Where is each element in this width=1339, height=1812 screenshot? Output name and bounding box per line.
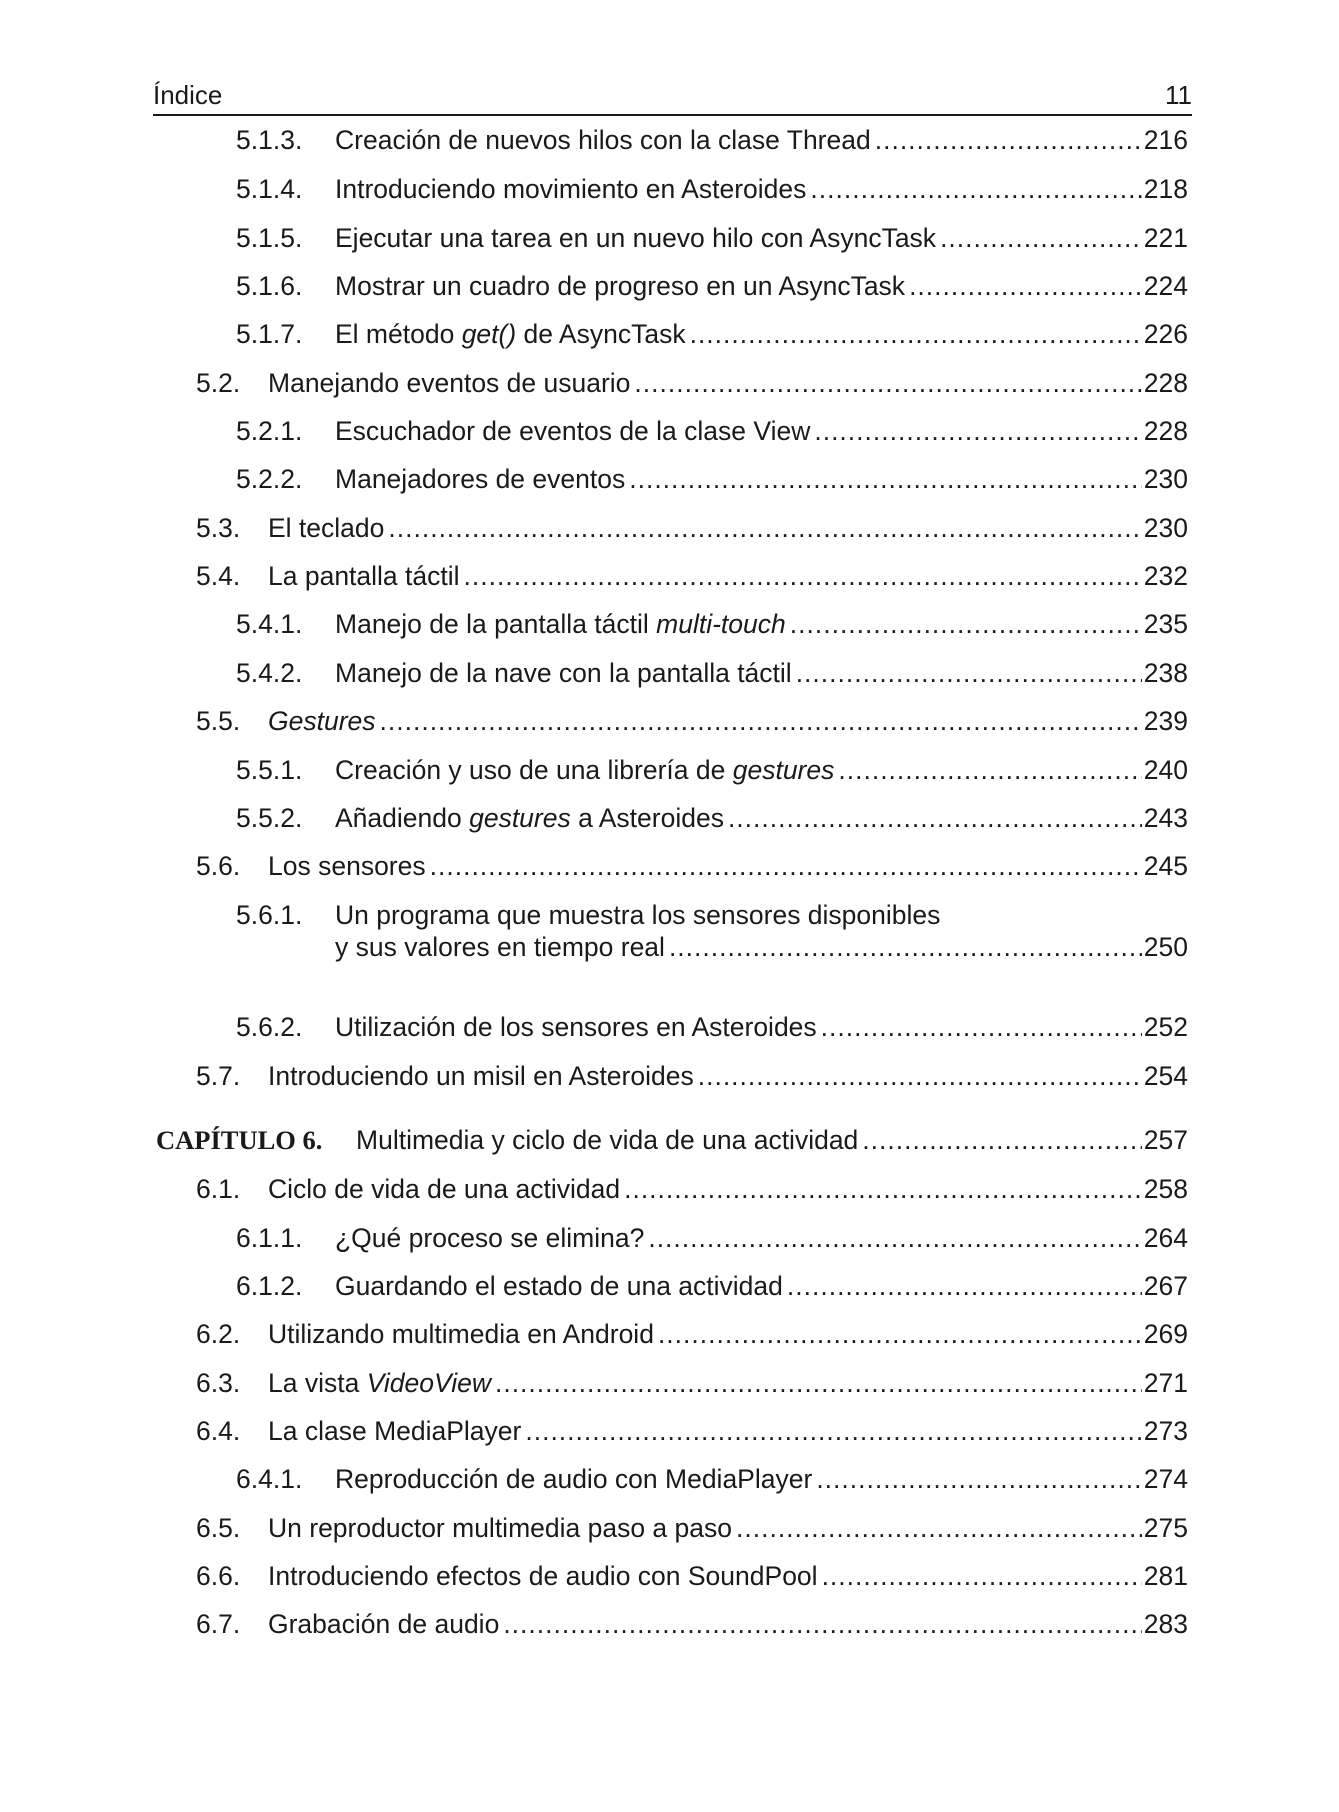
section-title: [335, 270, 905, 302]
section-title: [268, 1060, 694, 1092]
page-reference: 218: [1143, 174, 1188, 204]
dot-leader: [821, 1011, 1142, 1043]
page-reference: 230: [1143, 464, 1188, 494]
page-header: [153, 78, 1192, 116]
section-number: 6.3.: [196, 1368, 241, 1398]
dot-leader: [690, 318, 1142, 350]
page-reference: 257: [1143, 1125, 1188, 1155]
page-reference: 252: [1143, 1012, 1188, 1042]
dot-leader: [629, 463, 1142, 495]
section-number: 6.6.: [196, 1561, 241, 1591]
section-number: 5.2.1.: [236, 416, 303, 446]
dot-leader: [503, 1608, 1141, 1640]
section-title: [335, 608, 786, 640]
section-title: [335, 173, 806, 205]
page-reference: 283: [1143, 1609, 1188, 1639]
section-number: 5.1.5.: [236, 223, 303, 253]
section-number: 5.5.1.: [236, 755, 303, 785]
dot-leader: [624, 1173, 1142, 1205]
page-reference: 271: [1143, 1368, 1188, 1398]
dot-leader: [495, 1367, 1142, 1399]
section-number: 5.4.2.: [236, 658, 303, 688]
section-title-part: Ejecutar una tarea en un nuevo hilo con AsyncTask: [335, 223, 937, 253]
section-title: [268, 1367, 491, 1399]
section-number: 5.1.7.: [236, 319, 303, 349]
section-title-part: Introduciendo efectos de audio con SoundPool: [268, 1561, 818, 1591]
section-title: [335, 318, 686, 350]
section-number: 5.5.: [196, 706, 241, 736]
section-number: 6.7.: [196, 1609, 241, 1639]
dot-leader: [816, 1463, 1141, 1495]
dot-leader: [525, 1415, 1141, 1447]
dot-leader: [862, 1124, 1141, 1156]
section-title-part: Multimedia y ciclo de vida de una actividad: [356, 1125, 859, 1155]
page-reference: 232: [1143, 561, 1188, 591]
section-title: [268, 1512, 732, 1544]
section-title: [268, 705, 376, 737]
section-title: [335, 222, 936, 254]
dot-leader: [822, 1560, 1142, 1592]
section-number: 5.5.2.: [236, 803, 303, 833]
section-title-part: Introduciendo un misil en Asteroides: [268, 1061, 694, 1091]
dot-leader: [380, 705, 1142, 737]
section-title: [268, 512, 384, 544]
section-title-part: Los sensores: [268, 851, 426, 881]
page-reference: 250: [1143, 932, 1188, 962]
section-title-italic: gestures: [732, 755, 835, 785]
page-reference: 267: [1143, 1271, 1188, 1301]
section-number: 6.1.: [196, 1174, 241, 1204]
dot-leader: [728, 802, 1142, 834]
section-number: 5.1.6.: [236, 271, 303, 301]
section-title: [335, 657, 792, 689]
section-title: [335, 1270, 783, 1302]
dot-leader: [698, 1060, 1142, 1092]
page-reference: 243: [1143, 803, 1188, 833]
page-reference: 258: [1143, 1174, 1188, 1204]
section-number: 5.6.: [196, 851, 241, 881]
section-title: [268, 1608, 499, 1640]
section-title-first-line: Un programa que muestra los sensores disponibles: [335, 900, 941, 930]
section-title-part: a Asteroides: [570, 803, 724, 833]
section-title: [356, 1124, 858, 1156]
section-title-part: Ciclo de vida de una actividad: [268, 1174, 621, 1204]
page-reference: 240: [1143, 755, 1188, 785]
section-title: [335, 124, 871, 156]
section-title: [335, 754, 834, 786]
section-number: 6.5.: [196, 1513, 241, 1543]
section-title-part: Introduciendo movimiento en Asteroides: [335, 174, 807, 204]
section-title: [335, 1222, 644, 1254]
page-reference: 224: [1143, 271, 1188, 301]
section-number: 5.4.: [196, 561, 241, 591]
dot-leader: [648, 1222, 1141, 1254]
page-reference: 273: [1143, 1416, 1188, 1446]
dot-leader: [634, 367, 1141, 399]
page-reference: 274: [1143, 1464, 1188, 1494]
page-reference: 281: [1143, 1561, 1188, 1591]
page-reference: 264: [1143, 1223, 1188, 1253]
section-number: 6.1.1.: [236, 1223, 303, 1253]
section-title-part: La vista: [268, 1368, 367, 1398]
section-title-part: Grabación de audio: [268, 1609, 500, 1639]
section-title-part: de AsyncTask: [516, 319, 686, 349]
dot-leader: [736, 1512, 1142, 1544]
section-number: 5.1.4.: [236, 174, 303, 204]
section-title-part: Creación y uso de una librería de: [335, 755, 733, 785]
section-title-part: Manejando eventos de usuario: [268, 368, 631, 398]
page-reference: 239: [1143, 706, 1188, 736]
page-reference: 228: [1143, 416, 1188, 446]
section-title-part: Manejadores de eventos: [335, 464, 626, 494]
dot-leader: [796, 657, 1142, 689]
section-title-part: Añadiendo: [335, 803, 470, 833]
dot-leader: [464, 560, 1142, 592]
section-title-part: Escuchador de eventos de la clase View: [335, 416, 811, 446]
dot-leader: [790, 608, 1142, 640]
running-head-title: Índice: [153, 80, 223, 110]
dot-leader: [838, 754, 1141, 786]
section-title-part: El teclado: [268, 513, 385, 543]
section-title-part: Utilizando multimedia en Android: [268, 1319, 654, 1349]
page-reference: 221: [1143, 223, 1188, 253]
section-title: [335, 931, 665, 963]
section-number: 5.2.: [196, 368, 241, 398]
section-number: 5.4.1.: [236, 609, 303, 639]
dot-leader: [940, 222, 1142, 254]
page-reference: 254: [1143, 1061, 1188, 1091]
dot-leader: [430, 850, 1142, 882]
section-title: [268, 560, 460, 592]
section-title-part: La pantalla táctil: [268, 561, 460, 591]
section-title-part: El método: [335, 319, 462, 349]
section-title-italic: gestures: [469, 803, 571, 833]
section-title: [268, 1560, 818, 1592]
section-title-part: Manejo de la nave con la pantalla táctil: [335, 658, 792, 688]
page-reference: 238: [1143, 658, 1188, 688]
dot-leader: [787, 1270, 1142, 1302]
section-title-italic: get(): [461, 319, 517, 349]
section-title: [335, 1011, 817, 1043]
page-reference: 245: [1143, 851, 1188, 881]
section-title-part: Un reproductor multimedia paso a paso: [268, 1513, 732, 1543]
section-title-part: Creación de nuevos hilos con la clase Thread: [335, 125, 871, 155]
page-reference: 275: [1143, 1513, 1188, 1543]
section-title-part: Manejo de la pantalla táctil: [335, 609, 657, 639]
dot-leader: [388, 512, 1141, 544]
section-number: 6.4.1.: [236, 1464, 303, 1494]
section-title: [335, 802, 724, 834]
section-number: 5.6.2.: [236, 1012, 303, 1042]
section-number: 5.1.3.: [236, 125, 303, 155]
dot-leader: [875, 124, 1142, 156]
page-reference: 228: [1143, 368, 1188, 398]
section-title-part: La clase MediaPlayer: [268, 1416, 522, 1446]
section-title-italic: VideoView: [366, 1368, 491, 1398]
section-number: 5.3.: [196, 513, 241, 543]
section-title-part: Mostrar un cuadro de progreso en un AsyncTask: [335, 271, 906, 301]
section-title: [335, 1463, 812, 1495]
chapter-label: CAPÍTULO 6.: [156, 1125, 323, 1155]
page-reference: 216: [1143, 125, 1188, 155]
page-reference: 235: [1143, 609, 1188, 639]
dot-leader: [658, 1318, 1142, 1350]
section-title-italic: Gestures: [268, 706, 376, 736]
section-title-part: y sus valores en tiempo real: [335, 932, 665, 962]
section-number: 6.2.: [196, 1319, 241, 1349]
section-number: 5.2.2.: [236, 464, 303, 494]
section-title-part: Guardando el estado de una actividad: [335, 1271, 783, 1301]
section-number: 5.6.1.: [236, 900, 303, 930]
section-title: [268, 850, 426, 882]
section-title: [268, 367, 630, 399]
page-reference: 230: [1143, 513, 1188, 543]
section-title-part: ¿Qué proceso se elimina?: [335, 1223, 645, 1253]
section-title-italic: multi-touch: [656, 609, 786, 639]
section-title: [335, 415, 810, 447]
section-title: [335, 463, 625, 495]
section-number: 6.1.2.: [236, 1271, 303, 1301]
section-number: 6.4.: [196, 1416, 241, 1446]
page-reference: 269: [1143, 1319, 1188, 1349]
dot-leader: [909, 270, 1142, 302]
dot-leader: [814, 415, 1141, 447]
dot-leader: [810, 173, 1141, 205]
section-number: 5.7.: [196, 1061, 241, 1091]
section-title: [268, 1173, 620, 1205]
page-reference: 226: [1143, 319, 1188, 349]
dot-leader: [669, 931, 1142, 963]
page-number: 11: [1165, 80, 1192, 110]
section-title-part: Utilización de los sensores en Asteroides: [335, 1012, 817, 1042]
section-title: [268, 1415, 521, 1447]
section-title: [268, 1318, 654, 1350]
section-title-part: Reproducción de audio con MediaPlayer: [335, 1464, 813, 1494]
